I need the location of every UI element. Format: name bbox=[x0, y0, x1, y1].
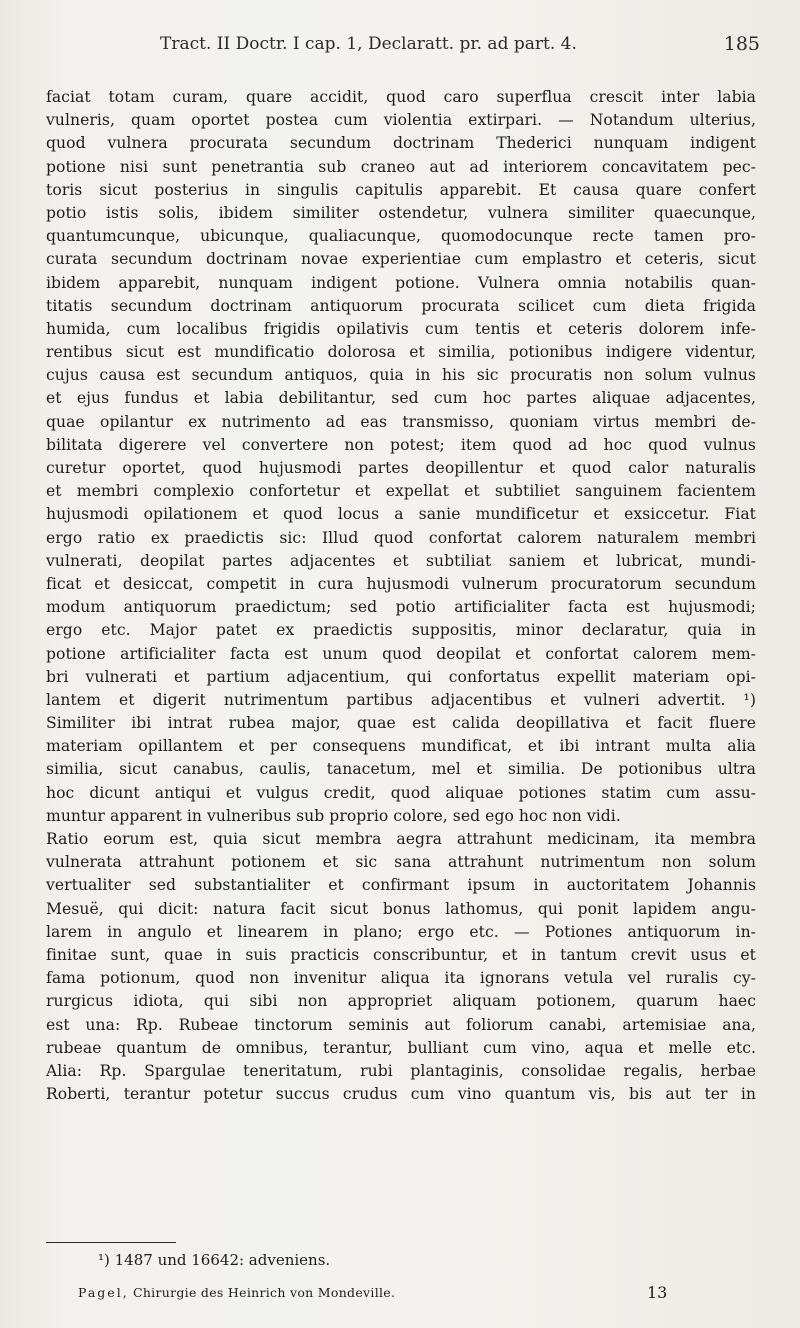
text-line: ergo etc. Major patet ex praedictis suppositis, minor declaratur, quia in bbox=[46, 621, 756, 640]
footnote-rule bbox=[46, 1242, 176, 1243]
body-text bbox=[46, 86, 756, 1106]
text-line: finitae sunt, quae in suis practicis conscribuntur, et in tantum crevit usus et bbox=[46, 945, 756, 964]
text-line: quae opilantur ex nutrimento ad eas transmisso, quoniam virtus membri de- bbox=[46, 412, 756, 431]
text-line: ficat et desiccat, competit in cura hujusmodi vulnerum procuratorum secundum bbox=[46, 574, 756, 593]
text-line: quod vulnera procurata secundum doctrinam Thederici nunquam indigent bbox=[46, 134, 756, 153]
text-line: humida, cum localibus frigidis opilativis cum tentis et ceteris dolorem infe- bbox=[46, 319, 756, 338]
text-line: potio istis solis, ibidem similiter ostendetur, vulnera similiter quaecunque, bbox=[46, 203, 756, 222]
text-line: ibidem apparebit, nunquam indigent potione. Vulnera omnia notabilis quan- bbox=[46, 273, 756, 292]
text-line: hoc dicunt antiqui et vulgus credit, quod aliquae potiones statim cum assu- bbox=[46, 783, 756, 802]
text-line: bilitata digerere vel convertere non potest; item quod ad hoc quod vulnus bbox=[46, 435, 756, 454]
text-line: hujusmodi opilationem et quod locus a sanie mundificetur et exsiccetur. Fiat bbox=[46, 505, 756, 524]
text-line: curetur oportet, quod hujusmodi partes deopillentur et quod calor naturalis bbox=[46, 459, 756, 477]
text-line: vulnerata attrahunt potionem et sic sana attrahunt nutrimentum non solum bbox=[46, 853, 756, 872]
text-line: curata secundum doctrinam novae experientiae cum emplastro et ceteris, sicut bbox=[46, 250, 756, 269]
footnote: ¹) 1487 und 16642: adveniens. bbox=[98, 1251, 331, 1269]
text-line: titatis secundum doctrinam antiquorum procurata scilicet cum dieta frigida bbox=[46, 296, 756, 315]
signature-author: Pagel, bbox=[78, 1285, 129, 1300]
text-line: Similiter ibi intrat rubea major, quae est calida deopillativa et facit fluere bbox=[46, 714, 756, 733]
running-head-title: Tract. II Doctr. I cap. 1, Declaratt. pr. ad part. 4. bbox=[160, 34, 577, 54]
text-line: rurgicus idiota, qui sibi non appropriet aliquam potionem, quarum haec bbox=[46, 992, 756, 1011]
text-line: Alia: Rp. Spargulae teneritatum, rubi plantaginis, consolidae regalis, herbae bbox=[46, 1061, 756, 1080]
text-line: cujus causa est secundum antiquos, quia in his sic procuratis non solum vulnus bbox=[46, 366, 756, 385]
text-line: materiam opillantem et per consequens mundificat, et ibi intrant multa alia bbox=[46, 737, 756, 756]
text-line: est una: Rp. Rubeae tinctorum seminis aut foliorum canabi, artemisiae ana, bbox=[46, 1015, 756, 1034]
sheet-number: 13 bbox=[647, 1283, 668, 1302]
text-line: vulneris, quam oportet postea cum violentia extirpari. — Notandum ulterius, bbox=[46, 111, 756, 130]
running-head bbox=[160, 34, 760, 62]
signature-work: Chirurgie des Heinrich von Mondeville. bbox=[132, 1285, 396, 1300]
text-line: Ratio eorum est, quia sicut membra aegra attrahunt medicinam, ita membra bbox=[46, 830, 756, 848]
text-line: rentibus sicut est mundificatio dolorosa et similia, potionibus indigere videntur, bbox=[46, 343, 756, 362]
text-line: vertualiter sed substantialiter et confirmant ipsum in auctoritatem Johannis bbox=[46, 876, 756, 895]
text-line: Roberti, terantur potetur succus crudus cum vino quantum vis, bis aut ter in bbox=[46, 1085, 756, 1104]
text-line: fama potionum, quod non invenitur aliqua ita ignorans vetula vel ruralis cy- bbox=[46, 969, 756, 988]
text-line: vulnerati, deopilat partes adjacentes et subtiliat saniem et lubricat, mundi- bbox=[46, 551, 756, 570]
text-line: et membri complexio confortetur et expellat et subtiliet sanguinem facientem bbox=[46, 482, 756, 501]
text-line: larem in angulo et linearem in plano; ergo etc. — Potiones antiquorum in- bbox=[46, 922, 756, 941]
text-line: potione nisi sunt penetrantia sub craneo aut ad interiorem concavitatem pec- bbox=[46, 157, 756, 176]
text-line: similia, sicut canabus, caulis, tanacetum, mel et similia. De potionibus ultra bbox=[46, 760, 756, 779]
text-line: modum antiquorum praedictum; sed potio artificialiter facta est hujusmodi; bbox=[46, 598, 756, 617]
text-line: rubeae quantum de omnibus, terantur, bulliant cum vino, aqua et melle etc. bbox=[46, 1038, 756, 1057]
text-line: quantumcunque, ubicunque, qualiacunque, quomodocunque recte tamen pro- bbox=[46, 227, 756, 246]
text-line: Mesuë, qui dicit: natura facit sicut bonus lathomus, qui ponit lapidem angu- bbox=[46, 899, 756, 918]
text-line: potione artificialiter facta est unum quod deopilat et confortat calorem mem- bbox=[46, 644, 756, 663]
text-line: toris sicut posterius in singulis capitulis apparebit. Et causa quare confert bbox=[46, 180, 756, 199]
text-line: lantem et digerit nutrimentum partibus adjacentibus et vulneri advertit. ¹) bbox=[46, 690, 756, 709]
text-line: bri vulnerati et partium adjacentium, qui confortatus expellit materiam opi- bbox=[46, 667, 756, 686]
page-number: 185 bbox=[723, 33, 760, 55]
text-line: et ejus fundus et labia debilitantur, sed cum hoc partes aliquae adjacentes, bbox=[46, 389, 756, 408]
printer-signature bbox=[78, 1285, 395, 1300]
text-line: faciat totam curam, quare accidit, quod caro superflua crescit inter labia bbox=[46, 88, 756, 106]
text-line: ergo ratio ex praedictis sic: Illud quod confortat calorem naturalem membri bbox=[46, 528, 756, 547]
text-line: muntur apparent in vulneribus sub proprio colore, sed ego hoc non vidi. bbox=[46, 806, 621, 825]
